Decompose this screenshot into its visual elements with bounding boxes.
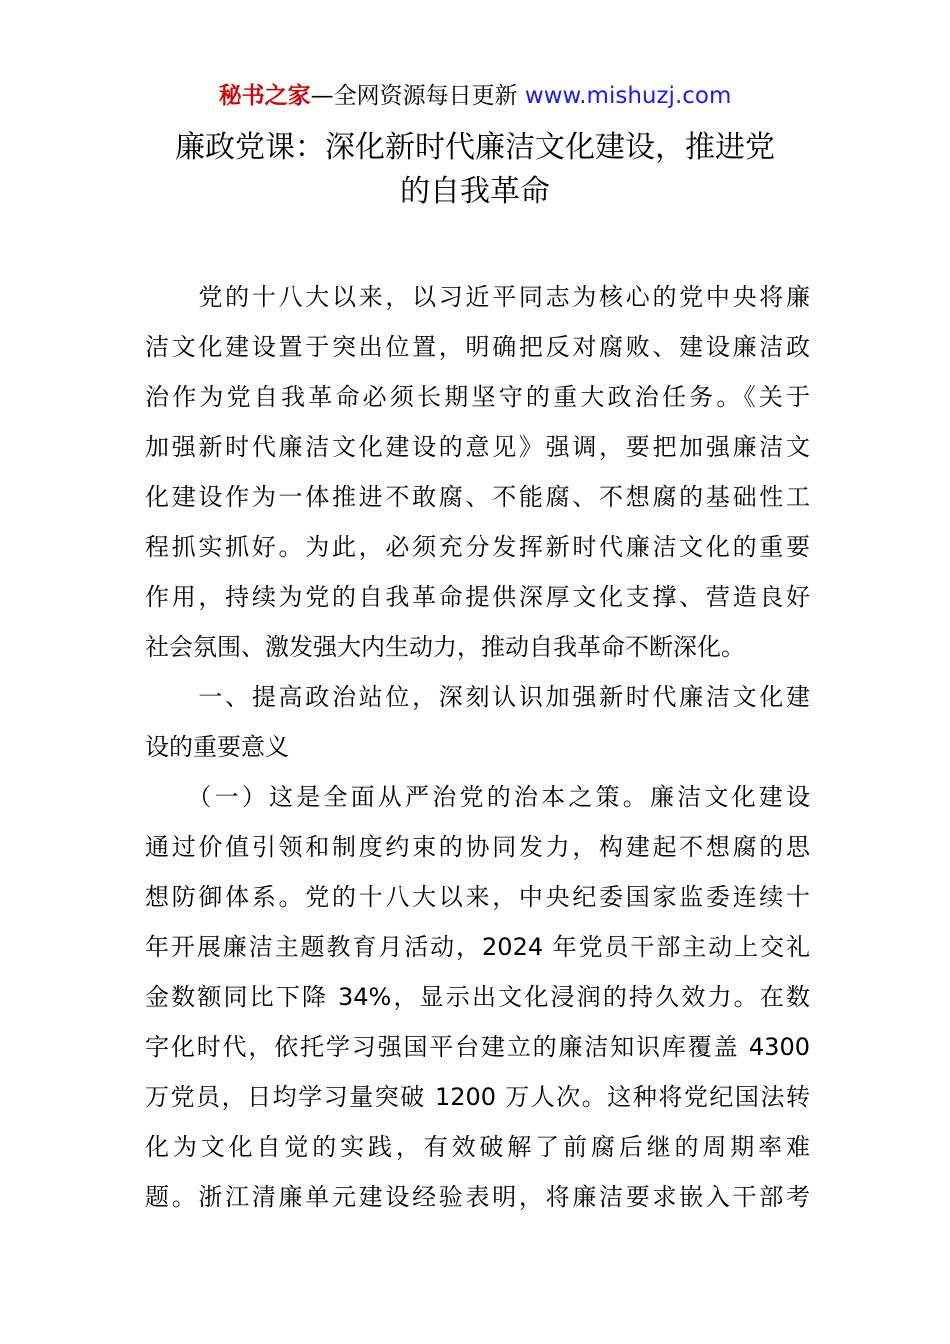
text-line: 题。浙江清廉单元建设经验表明，将廉洁要求嵌入干部考 bbox=[145, 1183, 810, 1211]
document-title bbox=[120, 126, 830, 214]
text-line: 党的十八大以来，以习近平同志为核心的党中央将廉 bbox=[145, 283, 810, 311]
text-line: 设的重要意义 bbox=[145, 733, 289, 761]
text-line: 化建设作为一体推进不敢腐、不能腐、不想腐的基础性工 bbox=[145, 483, 810, 511]
text-line: 字化时代，依托学习强国平台建立的廉洁知识库覆盖 4300 bbox=[145, 1033, 810, 1061]
text-line: 洁文化建设置于突出位置，明确把反对腐败、建设廉洁政 bbox=[145, 333, 810, 361]
text-line: 社会氛围、激发强大内生动力，推动自我革命不断深化。 bbox=[145, 633, 745, 661]
text-line: 化为文化自觉的实践，有效破解了前腐后继的周期率难 bbox=[145, 1133, 810, 1161]
brand-name: 秘书之家 bbox=[218, 83, 311, 109]
text-line: （一）这是全面从严治党的治本之策。廉洁文化建设 bbox=[145, 783, 810, 811]
paragraph-section-1-1 bbox=[145, 772, 810, 1222]
text-line: 作用，持续为党的自我革命提供深厚文化支撑、营造良好 bbox=[145, 583, 810, 611]
title-line-2: 的自我革命 bbox=[400, 174, 550, 209]
text-line: 程抓实抓好。为此，必须充分发挥新时代廉洁文化的重要 bbox=[145, 533, 810, 561]
text-line: 金数额同比下降 34%，显示出文化浸润的持久效力。在数 bbox=[145, 983, 810, 1011]
header-tagline: —全网资源每日更新 bbox=[310, 83, 518, 109]
text-line: 万党员，日均学习量突破 1200 万人次。这种将党纪国法转 bbox=[145, 1083, 810, 1111]
text-line: 一、提高政治站位，深刻认识加强新时代廉洁文化建 bbox=[145, 683, 810, 711]
text-line: 治作为党自我革命必须长期坚守的重大政治任务。《关于 bbox=[145, 383, 810, 411]
site-url[interactable]: www.mishuzj.com bbox=[524, 83, 732, 109]
text-line: 通过价值引领和制度约束的协同发力，构建起不想腐的思 bbox=[145, 833, 810, 861]
title-line-1: 廉政党课：深化新时代廉洁文化建设，推进党 bbox=[175, 130, 775, 165]
text-line: 年开展廉洁主题教育月活动，2024 年党员干部主动上交礼 bbox=[145, 933, 810, 961]
document-body bbox=[145, 272, 810, 1222]
text-line: 加强新时代廉洁文化建设的意见》强调，要把加强廉洁文 bbox=[145, 433, 810, 461]
text-line: 想防御体系。党的十八大以来，中央纪委国家监委连续十 bbox=[145, 883, 810, 911]
paragraph-intro bbox=[145, 272, 810, 672]
site-header bbox=[0, 80, 950, 112]
section-heading-1 bbox=[145, 672, 810, 772]
